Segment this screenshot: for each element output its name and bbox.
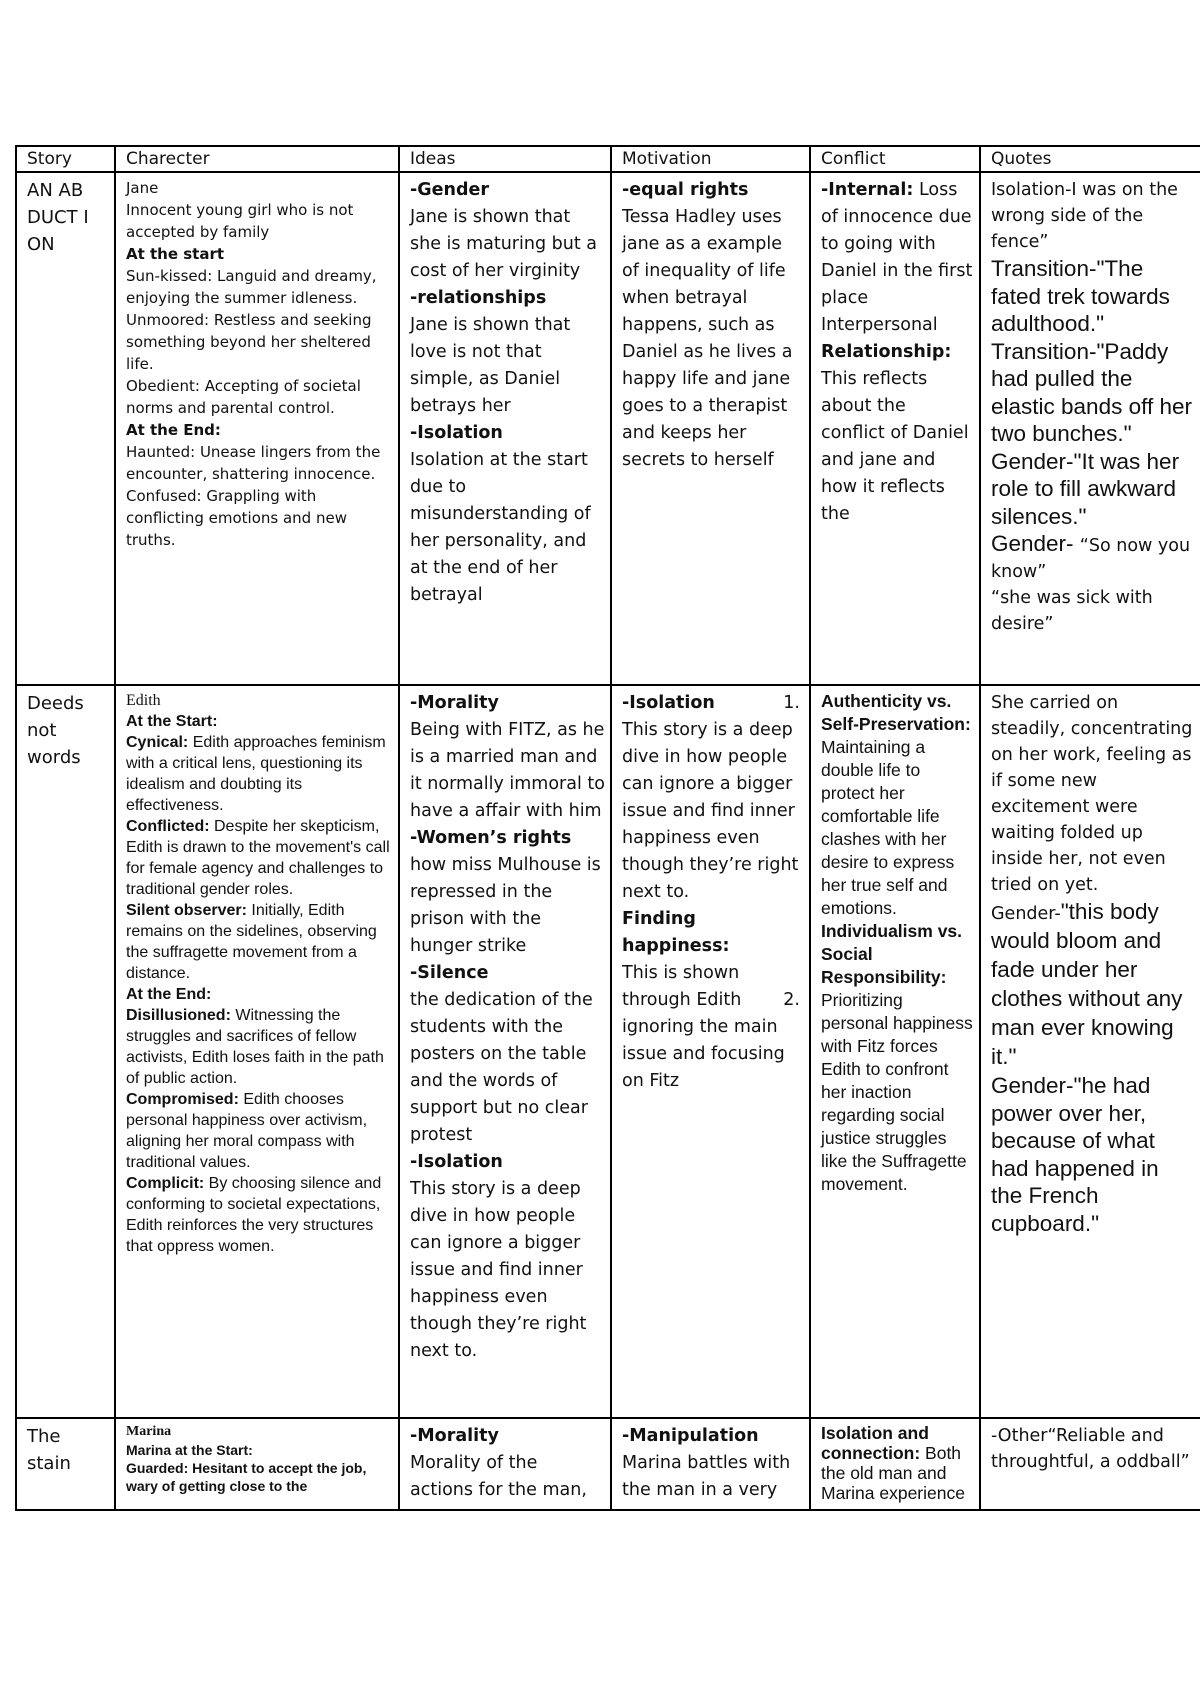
story-cell: AN ABDUCT ION	[16, 172, 115, 685]
list-number: 2.	[783, 990, 800, 1010]
character-line: Guarded: Hesitant to accept the job, wary of getting close to the	[126, 1460, 367, 1494]
motivation-cell	[611, 1418, 810, 1510]
story-cell: The stain	[16, 1418, 115, 1510]
motivation-text: Marina battles with the man in a very	[622, 1453, 791, 1500]
conflict-line: -Internal: Loss of innocence due to going with Daniel in the first place	[821, 180, 973, 308]
conflict-cell	[810, 172, 980, 685]
header-row	[16, 146, 1200, 172]
quote: Isolation-I was on the wrong side of the fence”	[991, 180, 1178, 252]
story-analysis-table	[15, 145, 1200, 1511]
quote: Transition-"The fated trek towards adulthood."	[991, 256, 1170, 336]
header-quotes: Quotes	[980, 146, 1200, 172]
quote: -Other“Reliable and throughtful, a oddball”	[991, 1426, 1190, 1472]
quote: Gender-"he had power over her, because of what had happened in the French cupboard."	[991, 1073, 1159, 1236]
table-row	[16, 685, 1200, 1418]
character-line: Complicit: By choosing silence and conforming to societal expectations, Edith reinforces the very structures that oppress women.	[126, 1175, 382, 1255]
conflict-line: Interpersonal	[821, 315, 938, 335]
ideas-cell	[399, 172, 611, 685]
conflict-cell	[810, 685, 980, 1418]
conflict-line: Relationship: This reflects about the conflict of Daniel and jane and how it reflects the	[821, 342, 969, 524]
idea-text: This story is a deep dive in how people can ignore a bigger issue and find inner happiness even though they’re right next to.	[410, 1179, 587, 1361]
motivation-heading: -Isolation 1.	[622, 690, 804, 717]
character-line: At the End:	[126, 421, 221, 439]
character-line: Jane	[126, 179, 159, 197]
motivation-heading: Finding happiness:	[622, 909, 730, 956]
character-line: Conflicted: Despite her skepticism, Edith is drawn to the movement's call for female agency and challenges to traditional gender roles.	[126, 818, 390, 898]
conflict-line: Individualism vs. Social Responsibility: Prioritizing personal happiness with Fitz forces Edith to confront her inaction regarding social justice struggles like the Suffragette movement.	[821, 921, 973, 1194]
character-line: Unmoored: Restless and seeking something beyond her sheltered life.	[126, 311, 372, 373]
character-name: Marina	[126, 1424, 172, 1439]
character-line: Silent observer: Initially, Edith remains on the sidelines, observing the suffragette movement from a distance.	[126, 902, 377, 982]
header-conflict: Conflict	[810, 146, 980, 172]
idea-heading: -Gender	[410, 180, 489, 200]
ideas-cell	[399, 685, 611, 1418]
character-line: At the Start:	[126, 713, 218, 730]
quote: Gender- “So now you know”	[991, 531, 1191, 582]
character-line: Compromised: Edith chooses personal happiness over activism, aligning her moral compass with traditional values.	[126, 1091, 368, 1171]
character-cell	[115, 685, 399, 1418]
story-cell: Deeds not words	[16, 685, 115, 1418]
motivation-text: 2. This is shown through Edith ignoring the main issue and focusing on Fitz	[622, 963, 800, 1091]
character-line: Disillusioned: Witnessing the struggles and sacrifices of fellow activists, Edith loses faith in the path of public action.	[126, 1007, 384, 1087]
quote: She carried on steadily, concentrating on her work, feeling as if some new excitement were waiting folded up inside her, not even tried on yet.	[991, 693, 1193, 895]
ideas-cell	[399, 1418, 611, 1510]
character-line: At the End:	[126, 986, 212, 1003]
character-line: Innocent young girl who is not accepted by family	[126, 201, 354, 241]
idea-heading: -relationships	[410, 288, 547, 308]
motivation-heading: -Manipulation	[622, 1426, 759, 1446]
idea-text: Jane is shown that she is maturing but a cost of her virginity	[410, 207, 597, 281]
idea-text: how miss Mulhouse is repressed in the prison with the hunger strike	[410, 855, 601, 956]
conflict-cell	[810, 1418, 980, 1510]
idea-heading: -Women’s rights	[410, 828, 572, 848]
character-line: At the start	[126, 245, 225, 263]
conflict-line: Authenticity vs. Self-Preservation: Maintaining a double life to protect her comfortable life clashes with her desire to express her true self and emotions.	[821, 691, 971, 918]
character-cell	[115, 172, 399, 685]
table-row	[16, 172, 1200, 685]
character-line: Obedient: Accepting of societal norms and parental control.	[126, 377, 361, 417]
quotes-cell	[980, 1418, 1200, 1510]
idea-text: Jane is shown that love is not that simple, as Daniel betrays her	[410, 315, 571, 416]
quote: Gender-"It was her role to fill awkward silences."	[991, 448, 1180, 529]
header-ideas: Ideas	[399, 146, 611, 172]
idea-text: the dedication of the students with the posters on the table and the words of support but no clear protest	[410, 990, 593, 1145]
character-line: Sun-kissed: Languid and dreamy, enjoying the summer idleness.	[126, 267, 377, 307]
conflict-line: Isolation and connection: Both the old man and Marina experience	[821, 1423, 965, 1503]
character-line: Confused: Grappling with conflicting emotions and new truths.	[126, 487, 347, 549]
header-story: Story	[16, 146, 115, 172]
idea-text: Being with FITZ, as he is a married man and it normally immoral to have a affair with him	[410, 720, 605, 821]
idea-heading: -Isolation	[410, 423, 503, 443]
quotes-cell	[980, 685, 1200, 1418]
idea-text: Morality of the actions for the man,	[410, 1453, 587, 1500]
motivation-text: Tessa Hadley uses jane as a example of inequality of life when betrayal happens, such as Daniel as he lives a happy life and jane goes to a therapist and keeps her secrets to herself	[622, 207, 793, 470]
idea-heading: -Morality	[410, 1426, 499, 1446]
character-cell	[115, 1418, 399, 1510]
motivation-cell	[611, 685, 810, 1418]
header-motivation: Motivation	[611, 146, 810, 172]
quote: Gender-"this body would bloom and fade under her clothes without any man ever knowing it."	[991, 899, 1183, 1069]
quotes-cell	[980, 172, 1200, 685]
motivation-text: This story is a deep dive in how people can ignore a bigger issue and find inner happiness even though they’re right next to.	[622, 720, 799, 902]
character-line: Marina at the Start:	[126, 1442, 253, 1458]
character-name: Edith	[126, 692, 161, 709]
idea-heading: -Isolation	[410, 1152, 503, 1172]
idea-heading: -Silence	[410, 963, 489, 983]
table-row	[16, 1418, 1200, 1510]
header-character: Charecter	[115, 146, 399, 172]
idea-heading: -Morality	[410, 693, 499, 713]
motivation-heading: -equal rights	[622, 180, 749, 200]
character-line: Haunted: Unease lingers from the encounter, shattering innocence.	[126, 443, 381, 483]
character-line: Cynical: Edith approaches feminism with a critical lens, questioning its idealism and doubting its effectiveness.	[126, 734, 386, 814]
idea-text: Isolation at the start due to misunderstanding of her personality, and at the end of her betrayal	[410, 450, 591, 605]
quote: Transition-"Paddy had pulled the elastic bands off her two bunches."	[991, 338, 1192, 446]
quote: “she was sick with desire”	[991, 588, 1153, 634]
motivation-cell	[611, 172, 810, 685]
list-number: 1.	[783, 693, 800, 713]
